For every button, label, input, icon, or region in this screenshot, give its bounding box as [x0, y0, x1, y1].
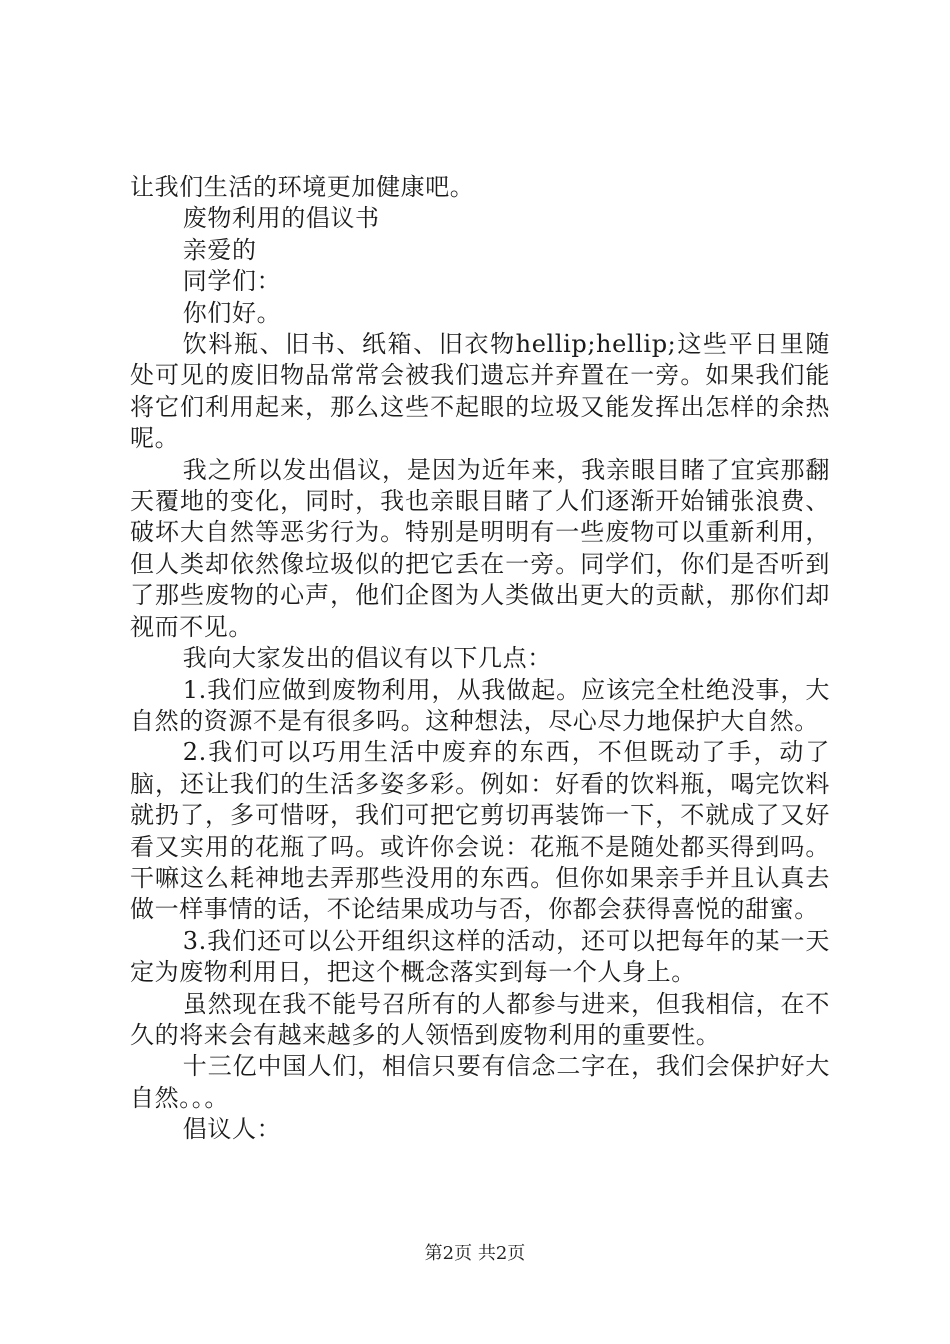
proposal-item-3: 3.我们还可以公开组织这样的活动，还可以把每年的某一天定为废物利用日，把这个概念落实到每一个人身上。 — [130, 926, 830, 987]
signature-line: 倡议人： — [182, 1115, 282, 1144]
document-heading: 废物利用的倡议书 — [182, 204, 380, 233]
paragraph-intro: 饮料瓶、旧书、纸箱、旧衣物hellip;hellip;这些平日里随处可见的废旧物品常常会被我们遗忘并弃置在一旁。如果我们能将它们利用起来，那么这些不起眼的垃圾又能发挥出怎样的余热呢。 — [130, 330, 830, 453]
proposal-item-1: 1.我们应做到废物利用，从我做起。应该完全杜绝没事，大自然的资源不是有很多吗。这种想法，尽心尽力地保护大自然。 — [130, 675, 830, 735]
document-body — [130, 172, 830, 1146]
proposal-heading: 我向大家发出的倡议有以下几点： — [182, 644, 552, 673]
salutation-line-1: 亲爱的 — [182, 235, 257, 264]
paragraph-continuation: 让我们生活的环境更加健康吧。 — [130, 173, 475, 201]
paragraph-reason: 我之所以发出倡议，是因为近年来，我亲眼目睹了宜宾那翻天覆地的变化，同时，我也亲眼目睹了人们逐渐开始铺张浪费、破坏大自然等恶劣行为。特别是明明有一些废物可以重新利用，但人类却依然像垃圾似的把它丢在一旁。同学们，你们是否听到了那些废物的心声，他们企图为人类做出更大的贡献，那你们却视而不见。 — [130, 455, 830, 641]
greeting: 你们好。 — [182, 298, 282, 327]
proposal-item-2: 2.我们可以巧用生活中废弃的东西，不但既动了手，动了脑，还让我们的生活多姿多彩。例如：好看的饮料瓶，喝完饮料就扔了，多可惜呀，我们可把它剪切再装饰一下，不就成了又好看又实用的花瓶了吗。或许你会说：花瓶不是随处都买得到吗。干嘛这么耗神地去弄那些没用的东西。但你如果亲手并且认真去做一样事情的话，不论结果成功与否，你都会获得喜悦的甜蜜。 — [130, 738, 830, 924]
paragraph-closing: 十三亿中国人们，相信只要有信念二字在，我们会保护好大自然。。。 — [130, 1052, 830, 1112]
page-number-footer: 第2页 共2页 — [424, 1243, 526, 1264]
salutation-line-2: 同学们： — [182, 267, 282, 296]
paragraph-hope: 虽然现在我不能号召所有的人都参与进来，但我相信，在不久的将来会有越来越多的人领悟到废物利用的重要性。 — [130, 989, 830, 1049]
